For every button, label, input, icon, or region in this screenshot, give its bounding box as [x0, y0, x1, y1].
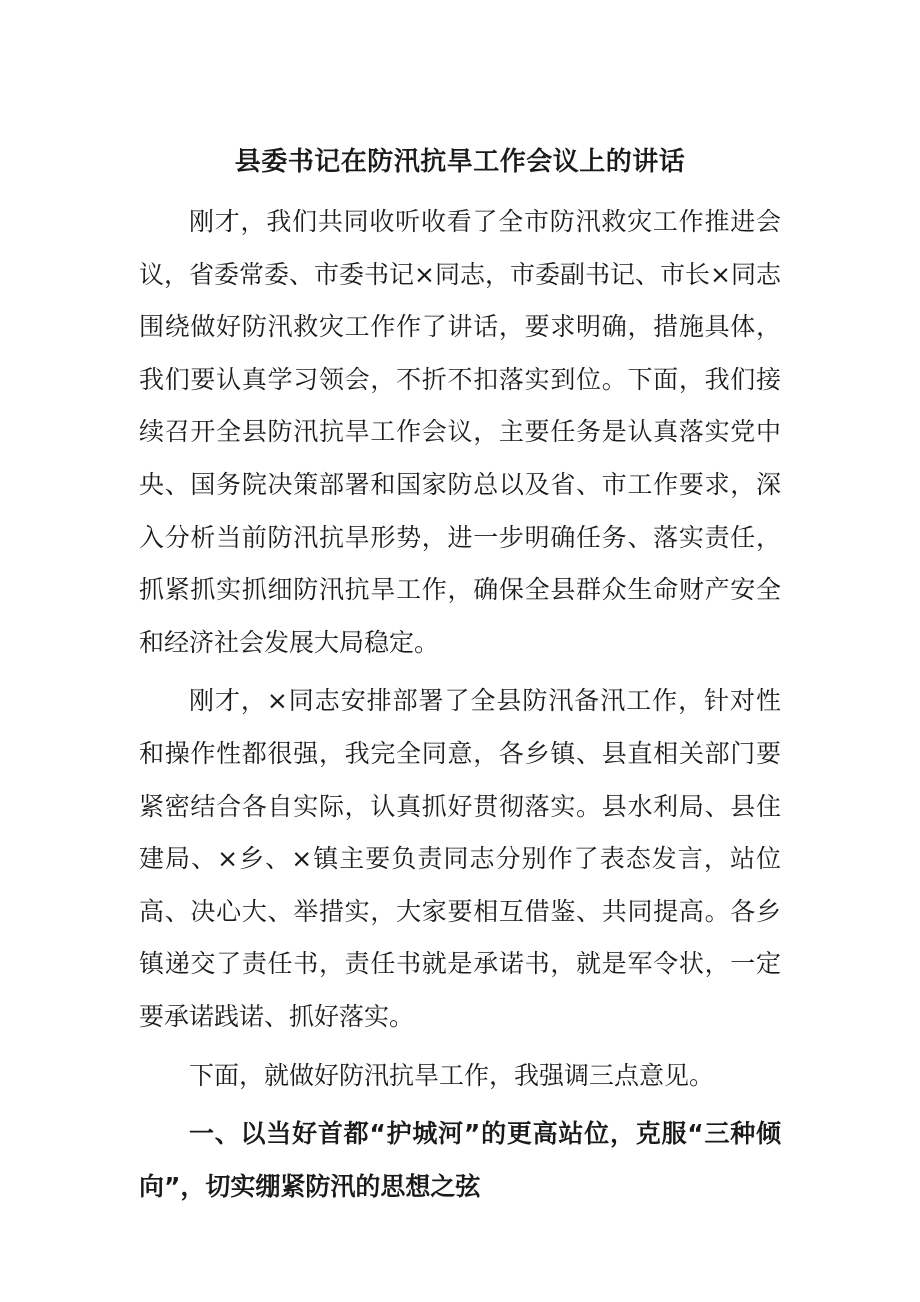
document-body: [139, 196, 781, 1213]
document-title: 县委书记在防汛抗旱工作会议上的讲话: [234, 147, 686, 177]
section-heading-one: 一、以当好首都“护城河”的更高站位，克服“三种倾向”，切实绷紧防汛的思想之弦: [139, 1119, 781, 1201]
paragraph-arrangements: 刚才，×同志安排部署了全县防汛备汛工作，针对性和操作性都很强，我完全同意，各乡镇、县直相关部门要紧密结合各自实际，认真抓好贯彻落实。县水利局、县住建局、×乡、×镇主要负责同志分别作了表态发言，站位高、决心大、举措实，大家要相互借鉴、共同提高。各乡镇递交了责任书，责任书就是承诺书，就是军令状，一定要承诺践诺、抓好落实。: [139, 686, 781, 1031]
paragraph-opening: 刚才，我们共同收听收看了全市防汛救灾工作推进会议，省委常委、市委书记×同志，市委副书记、市长×同志围绕做好防汛救灾工作作了讲话，要求明确，措施具体，我们要认真学习领会，不折不扣落实到位。下面，我们接续召开全县防汛抗旱工作会议，主要任务是认真落实党中央、国务院决策部署和国家防总以及省、市工作要求，深入分析当前防汛抗旱形势，进一步明确任务、落实责任，抓紧抓实抓细防汛抗旱工作，确保全县群众生命财产安全和经济社会发展大局稳定。: [139, 207, 781, 657]
paragraph-intro-points: 下面，就做好防汛抗旱工作，我强调三点意见。: [189, 1060, 715, 1090]
